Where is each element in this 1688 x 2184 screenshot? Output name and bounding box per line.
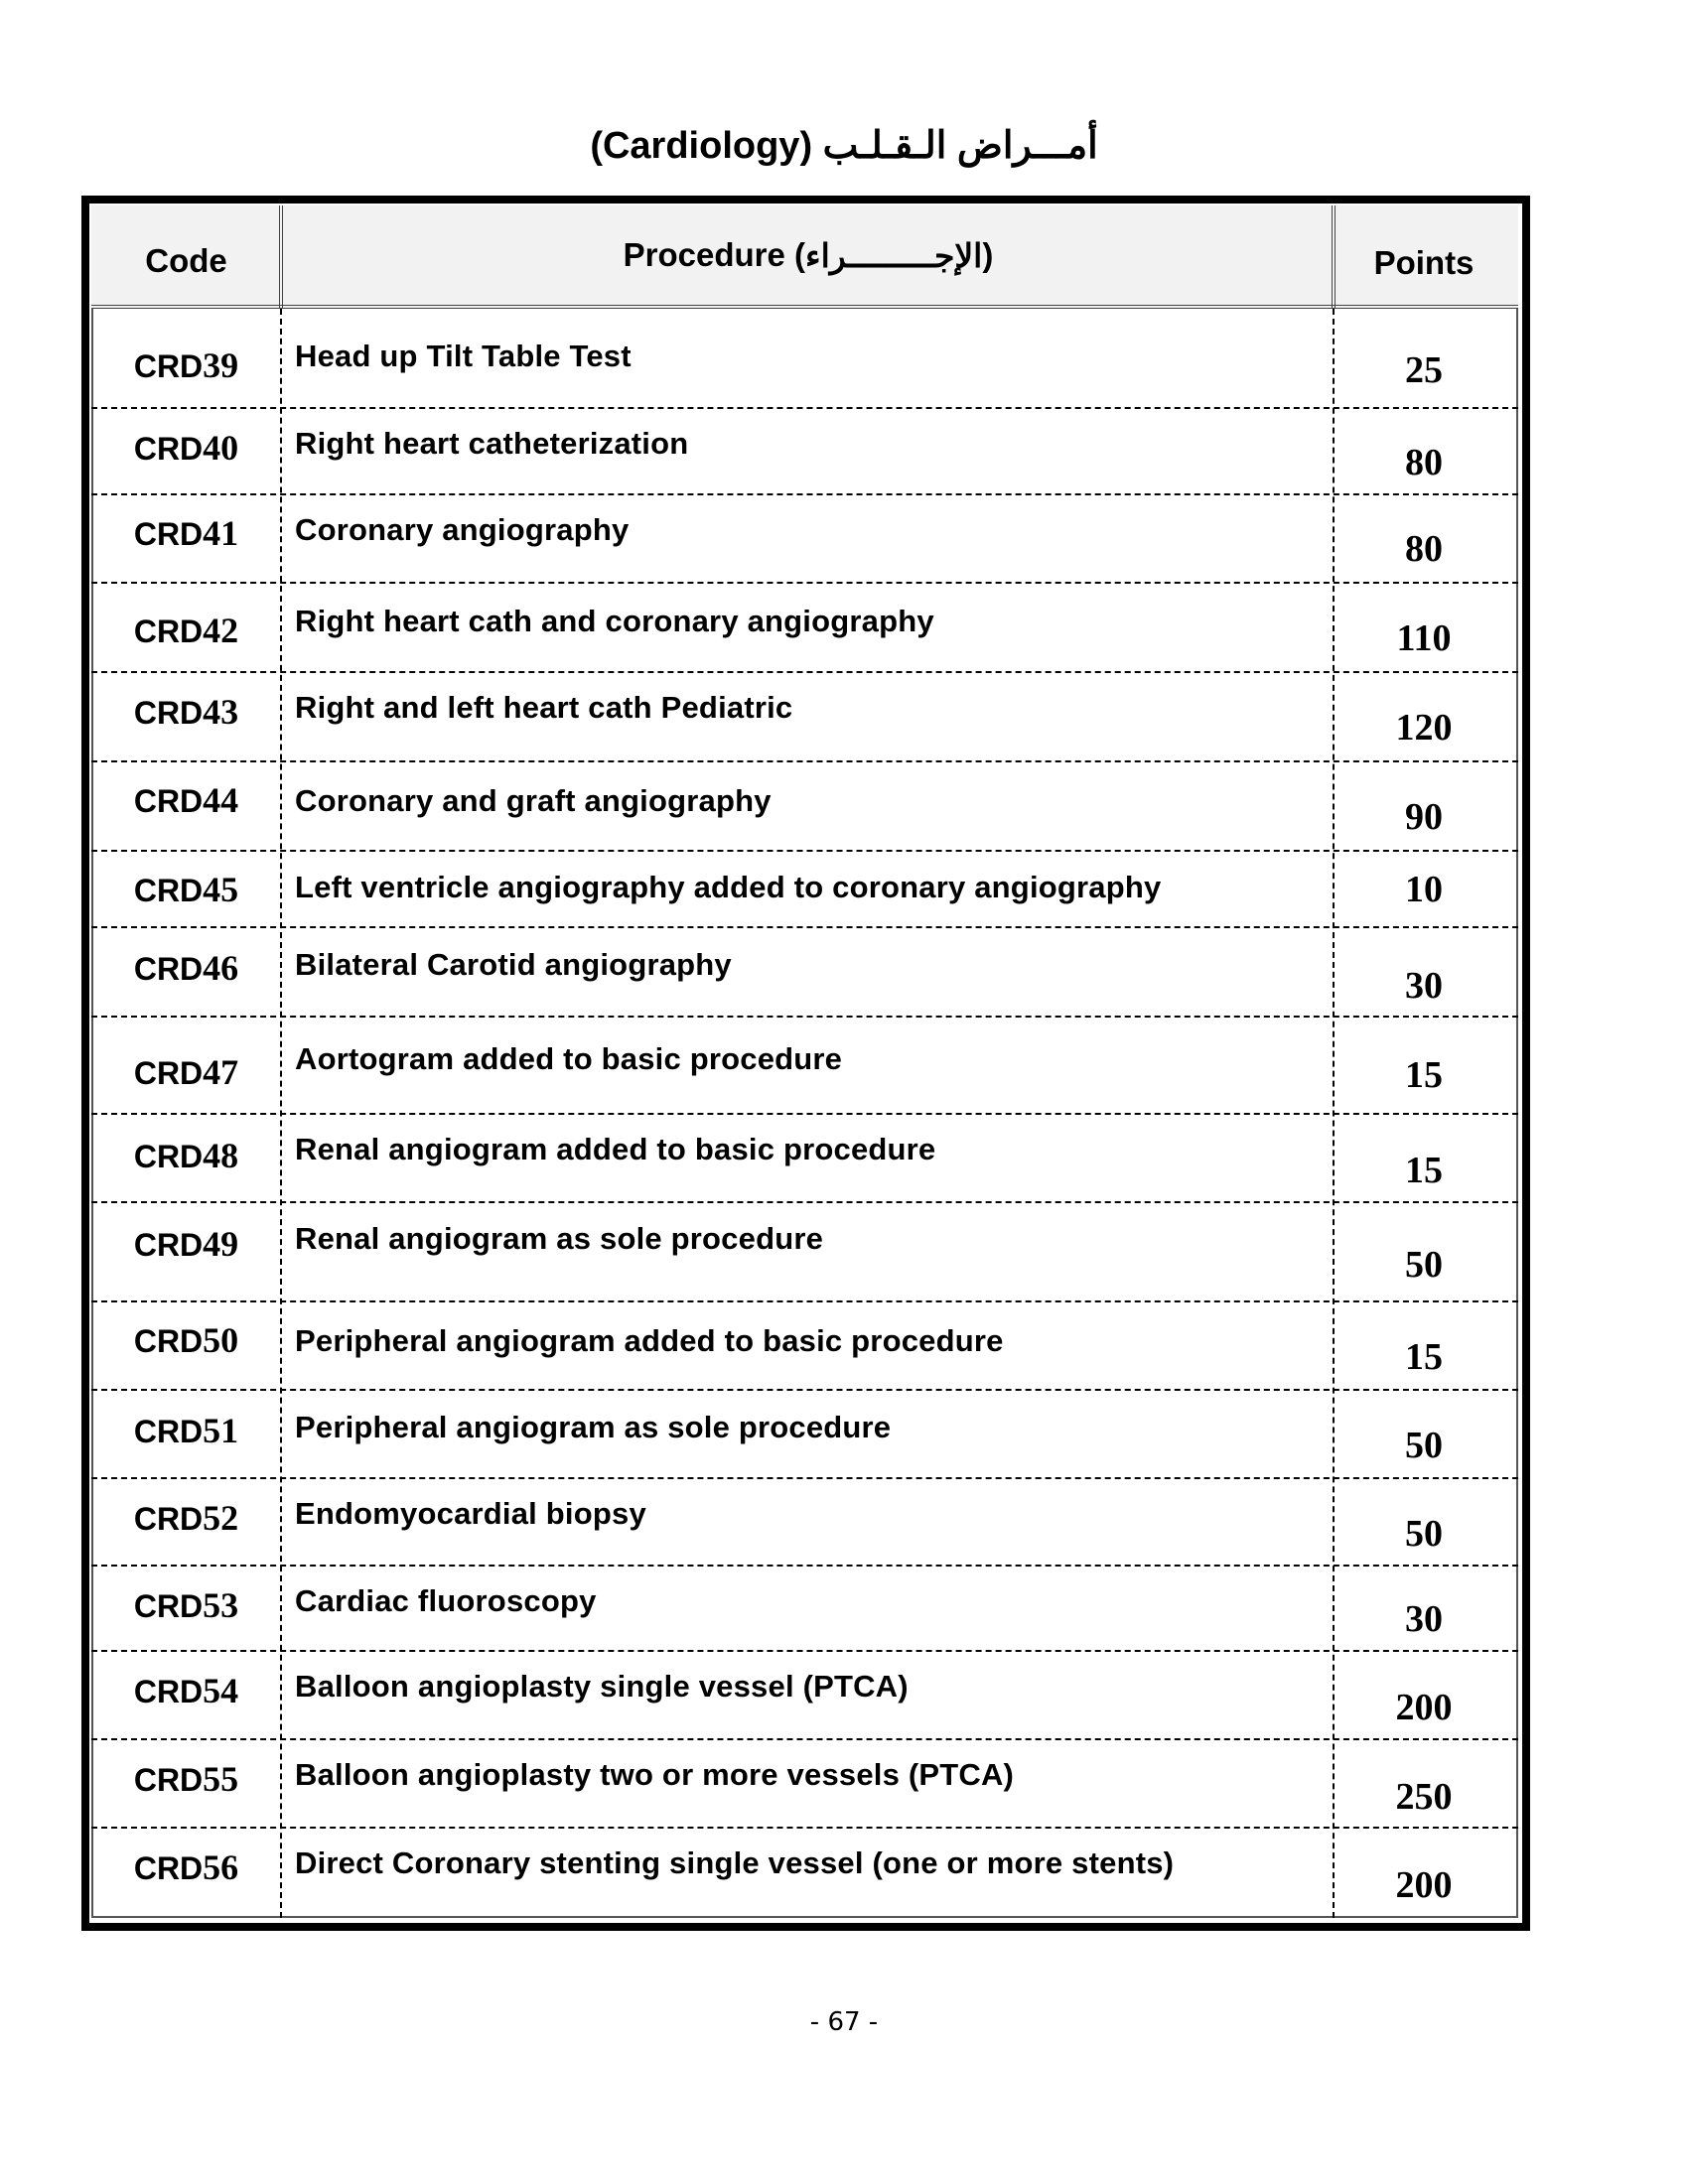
header-procedure-english: Procedure xyxy=(623,236,785,273)
page-number: - 67 - xyxy=(809,2007,879,2037)
row-points: 80 xyxy=(1405,442,1443,483)
row-points: 10 xyxy=(1405,869,1443,910)
row-procedure: Left ventricle angiography added to coronary angiography xyxy=(295,870,1162,904)
row-points: 30 xyxy=(1405,1598,1443,1640)
row-code: CRD50 xyxy=(133,1320,239,1360)
row-code: CRD52 xyxy=(133,1498,239,1538)
row-procedure: Head up Tilt Table Test xyxy=(295,339,632,373)
row-points: 50 xyxy=(1405,1244,1443,1286)
table-row xyxy=(91,1829,1518,1918)
header-divider-points xyxy=(1332,205,1336,309)
row-code: CRD55 xyxy=(133,1759,239,1799)
row-procedure: Renal angiogram added to basic procedure xyxy=(295,1132,936,1166)
row-points: 15 xyxy=(1405,1054,1443,1096)
row-points: 80 xyxy=(1405,528,1443,570)
table-row xyxy=(91,1302,1518,1391)
header-procedure xyxy=(281,205,1336,317)
row-code: CRD41 xyxy=(133,513,239,553)
header-procedure-arabic: الإجـــــــــراء xyxy=(805,236,983,274)
header-code: Code xyxy=(145,242,227,279)
header-points: Points xyxy=(1373,244,1475,281)
table-row xyxy=(91,409,1518,495)
row-procedure: Peripheral angiogram added to basic procedure xyxy=(295,1323,1004,1358)
row-procedure: Cardiac fluoroscopy xyxy=(295,1583,597,1618)
row-code: CRD51 xyxy=(133,1411,239,1450)
row-points: 200 xyxy=(1395,1864,1453,1906)
table-row xyxy=(91,1479,1518,1567)
row-procedure: Bilateral Carotid angiography xyxy=(295,947,732,982)
row-code: CRD49 xyxy=(133,1224,239,1264)
row-procedure: Coronary angiography xyxy=(295,512,630,547)
table-row xyxy=(91,584,1518,673)
row-points: 90 xyxy=(1405,796,1443,838)
page-title-english: (Cardiology) xyxy=(590,125,813,167)
table-row xyxy=(91,309,1518,409)
row-code: CRD47 xyxy=(133,1052,239,1092)
row-procedure: Balloon angioplasty two or more vessels (PTCA) xyxy=(295,1757,1015,1792)
row-points: 25 xyxy=(1405,349,1443,391)
table-row xyxy=(91,1115,1518,1203)
row-points: 15 xyxy=(1405,1150,1443,1191)
row-code: CRD42 xyxy=(133,611,239,650)
row-code: CRD53 xyxy=(133,1585,239,1625)
page-title xyxy=(0,121,1688,171)
row-code: CRD56 xyxy=(133,1847,239,1887)
table-row xyxy=(91,928,1518,1018)
row-points: 15 xyxy=(1405,1336,1443,1378)
table-row xyxy=(91,1203,1518,1302)
table-row xyxy=(91,495,1518,584)
table-row xyxy=(91,1740,1518,1829)
row-procedure: Right and left heart cath Pediatric xyxy=(295,690,793,725)
table-row xyxy=(91,1391,1518,1479)
header-divider-code xyxy=(279,205,283,309)
row-code: CRD39 xyxy=(133,345,239,385)
row-procedure: Direct Coronary stenting single vessel (one or more stents) xyxy=(295,1845,1175,1880)
row-procedure: Coronary and graft angiography xyxy=(295,783,772,818)
table-row xyxy=(91,673,1518,762)
table-row xyxy=(91,762,1518,852)
table-row xyxy=(91,1567,1518,1652)
row-code: CRD43 xyxy=(133,692,239,732)
row-code: CRD54 xyxy=(133,1671,239,1710)
row-procedure: Endomyocardial biopsy xyxy=(295,1496,646,1531)
row-code: CRD48 xyxy=(133,1136,239,1175)
row-procedure: Peripheral angiogram as sole procedure xyxy=(295,1410,892,1444)
header-paren-open: ( xyxy=(784,236,806,273)
row-procedure: Balloon angioplasty single vessel (PTCA) xyxy=(295,1669,909,1704)
row-code: CRD46 xyxy=(133,948,239,988)
row-points: 50 xyxy=(1405,1425,1443,1466)
row-points: 200 xyxy=(1395,1687,1453,1728)
row-points: 120 xyxy=(1395,707,1453,749)
row-points: 30 xyxy=(1405,965,1443,1007)
header-paren-close: ) xyxy=(982,236,994,273)
row-points: 110 xyxy=(1396,617,1452,659)
row-procedure: Aortogram added to basic procedure xyxy=(295,1041,843,1076)
row-points: 250 xyxy=(1395,1776,1453,1818)
row-code: CRD45 xyxy=(133,870,239,909)
table-row xyxy=(91,852,1518,928)
page-title-arabic: أمـــراض الـقـلـب xyxy=(822,125,1098,167)
row-procedure: Right heart cath and coronary angiography xyxy=(295,604,934,638)
row-procedure: Right heart catheterization xyxy=(295,426,689,461)
row-procedure: Renal angiogram as sole procedure xyxy=(295,1221,824,1256)
row-points: 50 xyxy=(1405,1513,1443,1555)
row-code: CRD44 xyxy=(133,780,239,820)
table-header xyxy=(91,205,1518,309)
row-code: CRD40 xyxy=(133,428,239,468)
table-row xyxy=(91,1652,1518,1740)
table-row xyxy=(91,1018,1518,1115)
